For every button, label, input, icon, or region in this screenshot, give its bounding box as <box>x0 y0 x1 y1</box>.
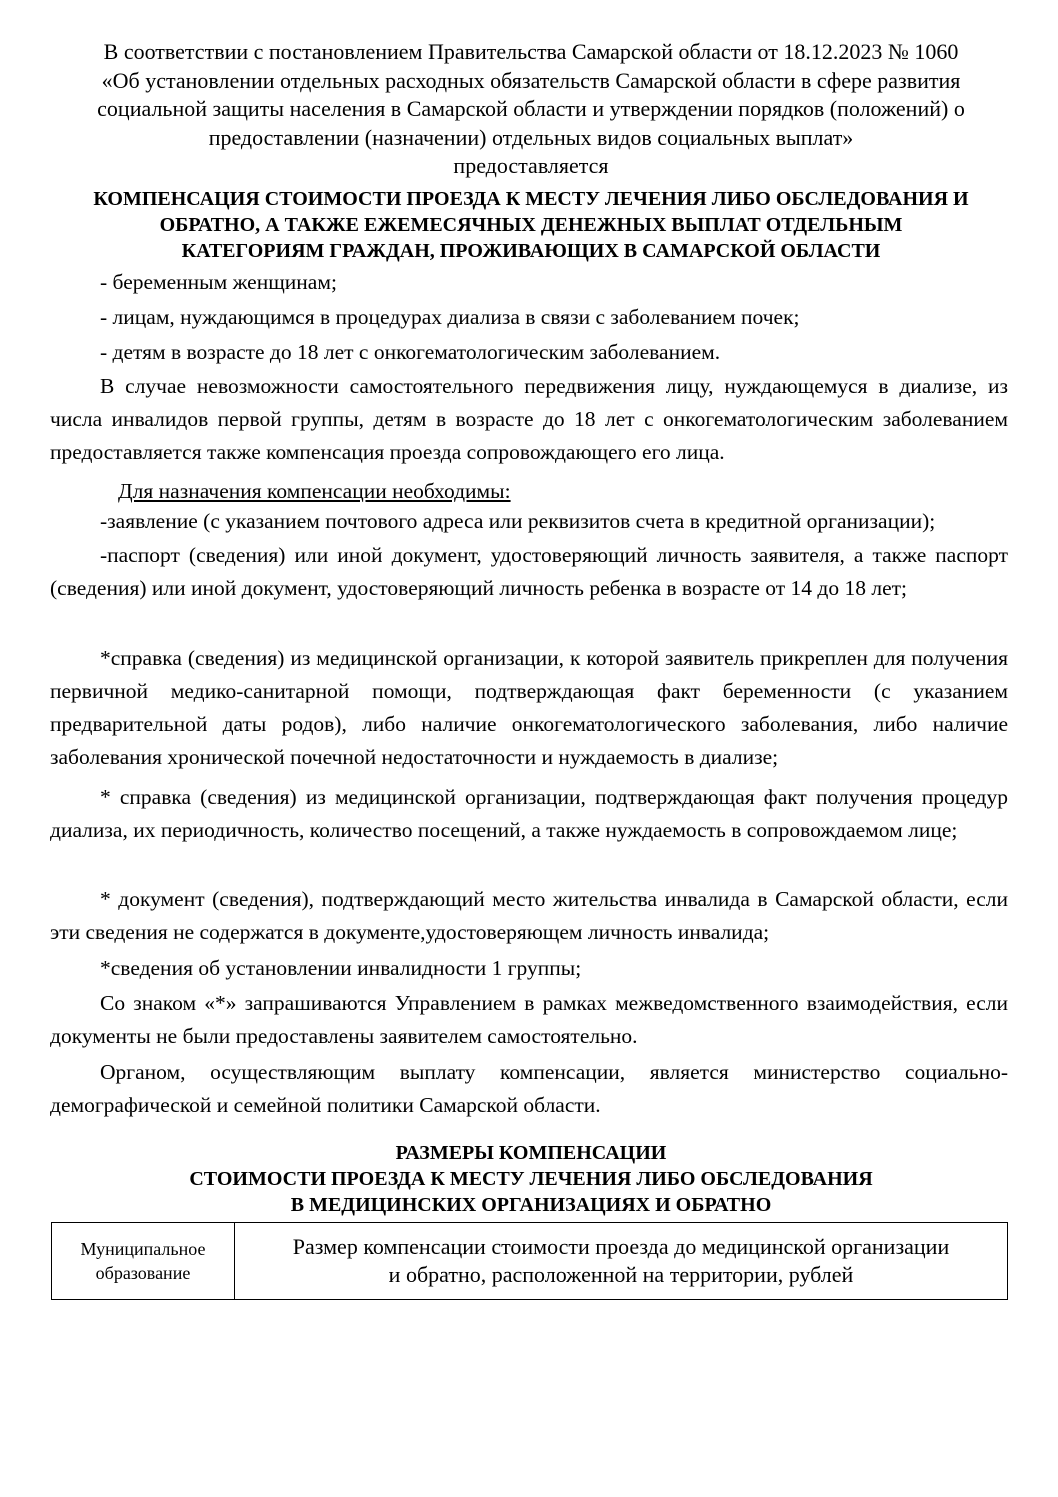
main-title <box>50 186 1012 264</box>
rates-title <box>50 1140 1012 1218</box>
payer-note: Органом, осуществляющим выплату компенсации, является министерство социально-демографической и семейной политики Самарской области. <box>50 1060 1008 1117</box>
documents-heading <box>50 475 1008 508</box>
rates-title-line: СТОИМОСТИ ПРОЕЗДА К МЕСТУ ЛЕЧЕНИЯ ЛИБО ОБСЛЕДОВАНИЯ <box>189 1168 873 1190</box>
main-title-line: КОМПЕНСАЦИЯ СТОИМОСТИ ПРОЕЗДА К МЕСТУ ЛЕЧЕНИЯ ЛИБО ОБСЛЕДОВАНИЯ И <box>93 188 969 210</box>
document-item: * документ (сведения), подтверждающий место жительства инвалида в Самарской области, если эти сведения не содержатся в документе,удостоверяющем личность инвалида; <box>50 887 1008 944</box>
document-item: * справка (сведения) из медицинской организации, подтверждающая факт получения процедур диализа, их периодичность, количество посещений, а также нуждаемость в сопровождаемом лице; <box>50 785 1008 842</box>
intro-line: предоставлении (назначении) отдельных видов социальных выплат» <box>208 124 854 150</box>
document-item: *справка (сведения) из медицинской организации, к которой заявитель прикреплен для получения первичной медико-санитарной помощи, подтверждающая факт беременности (с указанием предварительной даты родов), либо наличие онкогематологического заболевания, либо наличие заболевания хронической почечной недостаточности и нуждаемость в диализе; <box>50 646 1008 769</box>
main-title-line: КАТЕГОРИЯМ ГРАЖДАН, ПРОЖИВАЮЩИХ В САМАРСКОЙ ОБЛАСТИ <box>181 240 881 262</box>
intro-line: социальной защиты населения в Самарской области и утверждении порядков (положений) о <box>97 96 965 121</box>
recipient-item: - детям в возрасте до 18 лет с онкогематологическим заболеванием. <box>100 340 721 364</box>
document-item: -паспорт (сведения) или иной документ, удостоверяющий личность заявителя, а также паспорт (сведения) или иной документ, удостоверяющий личность ребенка в возрасте от 14 до 18 лет; <box>50 543 1008 600</box>
intro-line: В соответствии с постановлением Правительства Самарской области от 18.12.2023 № 1060 <box>103 39 959 64</box>
document-item: -заявление (с указанием почтового адреса или реквизитов счета в кредитной организации); <box>100 509 936 533</box>
column-header-municipality: Муниципальное образование <box>52 1223 235 1300</box>
interagency-note: Со знаком «*» запрашиваются Управлением в рамках межведомственного взаимодействия, если документы не были предоставлены заявителем самостоятельно. <box>50 991 1008 1048</box>
intro-line: предоставляется <box>453 153 609 178</box>
table-header-row <box>52 1223 1008 1300</box>
main-title-line: ОБРАТНО, А ТАКЖЕ ЕЖЕМЕСЯЧНЫХ ДЕНЕЖНЫХ ВЫПЛАТ ОТДЕЛЬНЫМ <box>159 214 903 236</box>
escort-paragraph: В случае невозможности самостоятельного передвижения лицу, нуждающемуся в диализе, из числа инвалидов первой группы, детям в возрасте до 18 лет с онкогематологическим заболеванием предоставляется также компенсация проезда сопровождающего его лица. <box>50 374 1008 464</box>
documents-heading-text: Для назначения компенсации необходимы: <box>118 479 511 503</box>
document-item: *сведения об установлении инвалидности 1 группы; <box>100 956 582 980</box>
rates-title-line: В МЕДИЦИНСКИХ ОРГАНИЗАЦИЯХ И ОБРАТНО <box>290 1194 772 1216</box>
recipient-item: - лицам, нуждающимся в процедурах диализа в связи с заболеванием почек; <box>100 305 800 329</box>
rates-title-line: РАЗМЕРЫ КОМПЕНСАЦИИ <box>395 1142 667 1164</box>
recipient-item: - беременным женщинам; <box>100 270 337 294</box>
rates-table <box>51 1222 1008 1300</box>
intro-line: «Об установлении отдельных расходных обязательств Самарской области в сфере развития <box>101 67 961 93</box>
column-header-compensation-amount: Размер компенсации стоимости проезда до медицинской организации и обратно, расположенной на территории, рублей <box>235 1223 1008 1300</box>
intro-resolution-reference <box>50 38 1012 181</box>
